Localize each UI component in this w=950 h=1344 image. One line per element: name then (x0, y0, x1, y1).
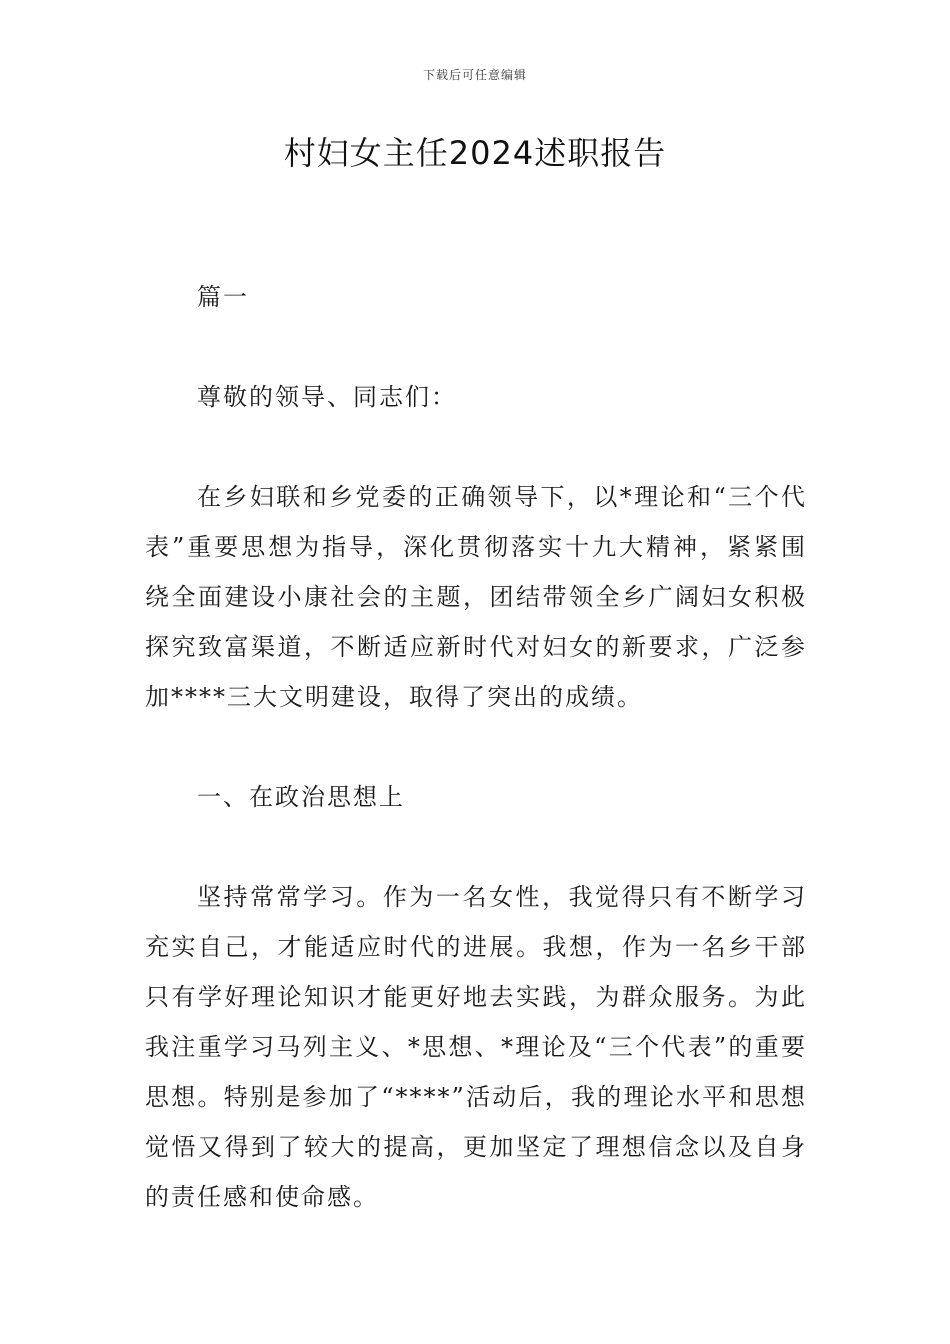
section-label: 篇一 (197, 283, 249, 311)
document-title: 村妇女主任2024述职报告 (283, 134, 667, 172)
salutation: 尊敬的领导、同志们： (197, 383, 457, 411)
paragraph-gap (145, 422, 807, 472)
paragraph-gap (145, 822, 807, 872)
document-body (145, 272, 807, 1222)
paragraph-gap (145, 722, 807, 772)
body-paragraph-intro: 在乡妇联和乡党委的正确领导下，以*理论和“三个代表”重要思想为指导，深化贯彻落实十九大精神，紧紧围绕全面建设小康社会的主题，团结带领全乡广阔妇女积极探究致富渠道，不断适应新时代对妇女的新要求，广泛参加****三大文明建设，取得了突出的成绩。 (145, 483, 807, 711)
header-note: 下载后可任意编辑 (422, 68, 527, 82)
section-heading-political: 一、在政治思想上 (197, 783, 405, 811)
body-paragraph-study: 坚持常常学习。作为一名女性，我觉得只有不断学习充实自己，才能适应时代的进展。我想，作为一名乡干部只有学好理论知识才能更好地去实践，为群众服务。为此我注重学习马列主义、*思想、*理论及“三个代表”的重要思想。特别是参加了“****”活动后，我的理论水平和思想觉悟又得到了较大的提高，更加坚定了理想信念以及自身的责任感和使命感。 (145, 883, 807, 1211)
paragraph-gap (145, 322, 807, 372)
